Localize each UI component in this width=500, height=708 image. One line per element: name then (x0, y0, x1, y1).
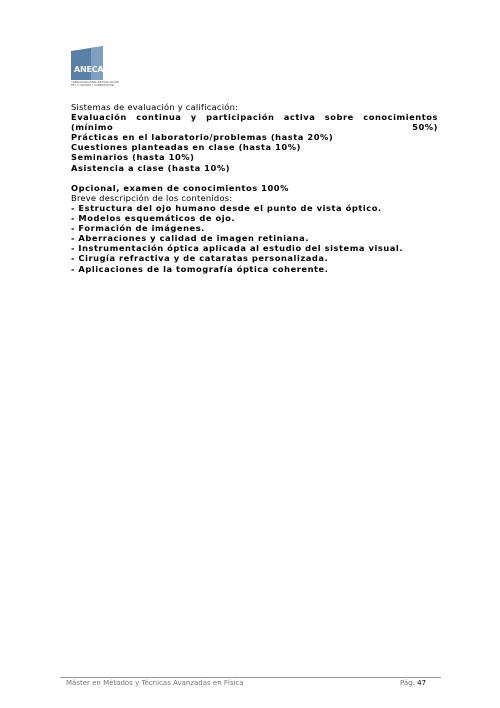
logo-caption (71, 81, 141, 88)
page-number (400, 679, 426, 687)
logo-text: ANECA (74, 65, 104, 74)
content-item: - Aplicaciones de la tomografía óptica coherente. (71, 263, 329, 274)
aneca-logo-mark (71, 46, 103, 80)
content-item: - Aberraciones y calidad de imagen retiniana. (71, 233, 309, 244)
page-number-value: 47 (417, 679, 427, 687)
document-body (71, 102, 438, 274)
evaluation-item: Prácticas en el laboratorio/problemas (hasta 20%) (71, 132, 334, 143)
evaluation-item: Seminarios (hasta 10%) (71, 152, 195, 163)
evaluation-item: Evaluación continua y participación activa sobre conocimientos (mínimo 50%) (71, 112, 438, 133)
spacer (71, 173, 438, 183)
footer-divider (60, 677, 441, 678)
content-item: - Instrumentación óptica aplicada al estudio del sistema visual. (71, 243, 404, 254)
evaluation-item: Cuestiones planteadas en clase (hasta 10%) (71, 142, 301, 153)
content-item: - Estructura del ojo humano desde el punto de vista óptico. (71, 202, 382, 213)
content-item: - Formación de imágenes. (71, 223, 205, 234)
optional-heading: Opcional, examen de conocimientos 100% (71, 182, 289, 193)
page-label: Pág. (400, 679, 415, 687)
evaluation-heading: Sistemas de evaluación y calificación: (71, 102, 239, 112)
content-item: - Cirugía refractiva y de cataratas personalizada. (71, 253, 329, 264)
logo-caption-line: DE LA CALIDAD Y ACREDITACIÓN (71, 84, 114, 88)
content-item: - Modelos esquemáticos de ojo. (71, 213, 236, 224)
logo-caption-line: AGENCIA NACIONAL DE EVALUACIÓN (71, 81, 119, 84)
evaluation-item: Asistencia a clase (hasta 10%) (71, 162, 231, 173)
footer-title: Máster en Métodos y Técnicas Avanzadas en Física (66, 679, 244, 687)
contents-label: Breve descripción de los contenidos: (71, 192, 233, 203)
aneca-logo (71, 46, 141, 92)
